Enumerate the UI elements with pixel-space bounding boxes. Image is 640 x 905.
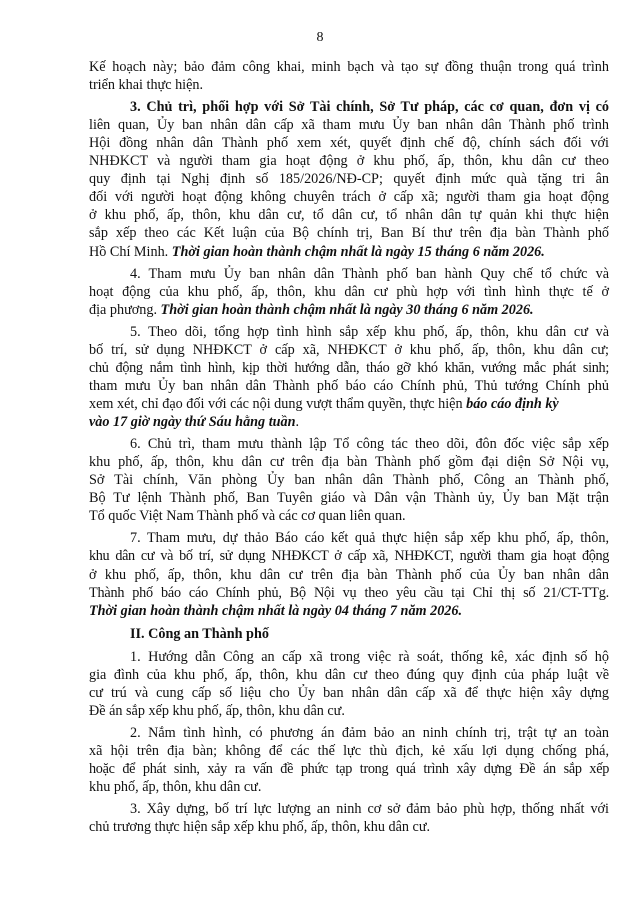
report-schedule-text: báo cáo định kỳ: [466, 396, 559, 412]
paragraph-line: Thành phố báo cáo Chính phủ, Bộ Nội vụ theo yêu cầu tại Chỉ thị số 21/CT-TTg.: [89, 584, 609, 601]
text-run: xem xét, chỉ đạo đối với các nội dung vượt thẩm quyền, thực hiện: [89, 396, 467, 412]
paragraph-line: hoặc để phát sinh, xảy ra vấn đề phức tạp trong quá trình xây dựng Đề án sắp xếp: [89, 760, 609, 777]
paragraph-line: [89, 243, 609, 262]
paragraph-line: [130, 98, 609, 117]
paragraph-line: tham mưu Ủy ban nhân dân Thành phố báo cáo Chính phủ, Thủ tướng Chính phủ: [89, 377, 609, 394]
text-run: địa phương.: [89, 301, 161, 318]
paragraph-line: bố trí, sử dụng NHĐKCT ở cấp xã, NHĐKCT ở khu phố, ấp, thôn, khu dân cư;: [89, 341, 609, 358]
paragraph-line: 6. Chủ trì, tham mưu thành lập Tổ công tác theo dõi, đôn đốc việc sắp xếp: [130, 436, 609, 453]
paragraph-line: 4. Tham mưu Ủy ban nhân dân Thành phố ban hành Quy chế tổ chức và: [130, 265, 609, 282]
paragraph-line: khu phố, ấp, thôn, khu dân cư trên địa bàn Thành phố gồm đại diện Sở Nội vụ,: [89, 454, 609, 471]
paragraph-line: hoạt động của khu phố, ấp, thôn, khu dân cư phù hợp với tình hình thực tế ở: [89, 283, 609, 300]
paragraph-line: [89, 395, 609, 414]
paragraph-line: 2. Nắm tình hình, có phương án đảm bảo an ninh chính trị, trật tự an toàn: [130, 724, 609, 741]
paragraph-line: Tổ quốc Việt Nam Thành phố và các cơ quan liên quan.: [89, 508, 406, 525]
paragraph-line: Sở Tài chính, Văn phòng Ủy ban nhân dân Thành phố, Công an Thành phố,: [89, 472, 609, 489]
paragraph-line: chủ trương thực hiện sắp xếp khu phố, ấp, thôn, khu dân cư.: [89, 819, 431, 835]
paragraph-line: khu phố, ấp, thôn, khu dân cư.: [89, 778, 262, 795]
paragraph-line: 3. Xây dựng, bố trí lực lượng an ninh cơ sở đảm bảo phù hợp, thống nhất với: [130, 801, 609, 817]
paragraph-line: ở khu phố, ấp, thôn, khu dân cư trên địa bàn Thành phố của Ủy ban nhân dân: [89, 566, 609, 583]
paragraph-line: Đề án sắp xếp khu phố, ấp, thôn, khu dân cư.: [89, 702, 345, 719]
section-line-3: 3. Chủ trì, phối hợp với Sở Tài chính, Sở Tư pháp, các cơ quan, đơn vị có: [130, 99, 609, 116]
deadline-text: Thời gian hoàn thành chậm nhất là ngày 04 tháng 7 năm 2026.: [89, 602, 463, 619]
report-schedule-text: vào 17 giờ ngày thứ Sáu hằng tuần: [89, 414, 296, 430]
paragraph-line: Hội đồng nhân dân Thành phố xem xét, quyết định chế độ, chính sách đối với: [89, 135, 609, 152]
paragraph-line: [89, 413, 609, 432]
paragraph-line: đối với người hoạt động không chuyên trách ở cấp xã; người tham gia hoạt động: [89, 189, 609, 206]
page-number: 8: [316, 30, 324, 45]
paragraph-line: quy định tại Nghị định số 185/2026/NĐ-CP; quyết định mức quà tặng tri ân: [89, 171, 609, 188]
paragraph-line: NHĐKCT và người tham gia hoạt động ở khu phố, ấp, thôn, khu dân cư theo: [89, 153, 609, 170]
deadline-text: Thời gian hoàn thành chậm nhất là ngày 30 tháng 6 năm 2026.: [160, 301, 534, 318]
paragraph-line: 5. Theo dõi, tổng hợp tình hình sắp xếp khu phố, ấp, thôn, khu dân cư và: [130, 323, 609, 340]
text-run: .: [295, 414, 300, 430]
paragraph-line: ở khu phố, ấp, thôn, khu dân cư, tổ dân cư, tổ nhân dân tự quản khi thực hiện: [89, 207, 609, 224]
paragraph-line: triển khai thực hiện.: [89, 77, 204, 93]
paragraph-line: Kế hoạch này; bảo đảm công khai, minh bạch và tạo sự đồng thuận trong quá trình: [89, 59, 609, 75]
paragraph-line: khu dân cư và bố trí, sử dụng NHĐKCT ở cấp xã, NHĐKCT, người tham gia hoạt động: [89, 548, 609, 565]
paragraph-line: 7. Tham mưu, dự thảo Báo cáo kết quả thực hiện sắp xếp khu phố, ấp, thôn,: [130, 530, 609, 547]
paragraph-line: Bộ Tư lệnh Thành phố, Ban Tuyên giáo và Dân vận Thành ủy, Ủy ban Mặt trận: [89, 490, 609, 507]
paragraph-line: 1. Hướng dẫn Công an cấp xã trong việc rà soát, thống kê, xác định số hộ: [130, 648, 609, 665]
paragraph-line: xã hội trên địa bàn; không để các thế lực thù địch, kẻ xấu lợi dụng chống phá,: [89, 742, 609, 759]
paragraph-line: chủ động nắm tình hình, kịp thời hướng dẫn, tháo gỡ khó khăn, vướng mắc phát sinh;: [89, 359, 609, 376]
paragraph-line: liên quan, Ủy ban nhân dân cấp xã tham mưu Ủy ban nhân dân Thành phố trình: [89, 117, 609, 134]
section-heading: II. Công an Thành phố: [130, 626, 269, 643]
deadline-text: Thời gian hoàn thành chậm nhất là ngày 15 tháng 6 năm 2026.: [171, 243, 545, 260]
text-run: Hồ Chí Minh.: [89, 243, 172, 260]
paragraph-line: cư trú và cung cấp số liệu cho Ủy ban nhân dân cấp xã để thực hiện xây dựng: [89, 684, 609, 701]
paragraph-line: gia đình của khu phố, ấp, thôn, khu dân cư theo đúng quy định của pháp luật về: [89, 666, 609, 683]
paragraph-line: [89, 301, 609, 320]
paragraph-line: sắp xếp theo các Kết luận của Bộ chính trị, Ban Bí thư trên địa bàn Thành phố: [89, 225, 609, 242]
